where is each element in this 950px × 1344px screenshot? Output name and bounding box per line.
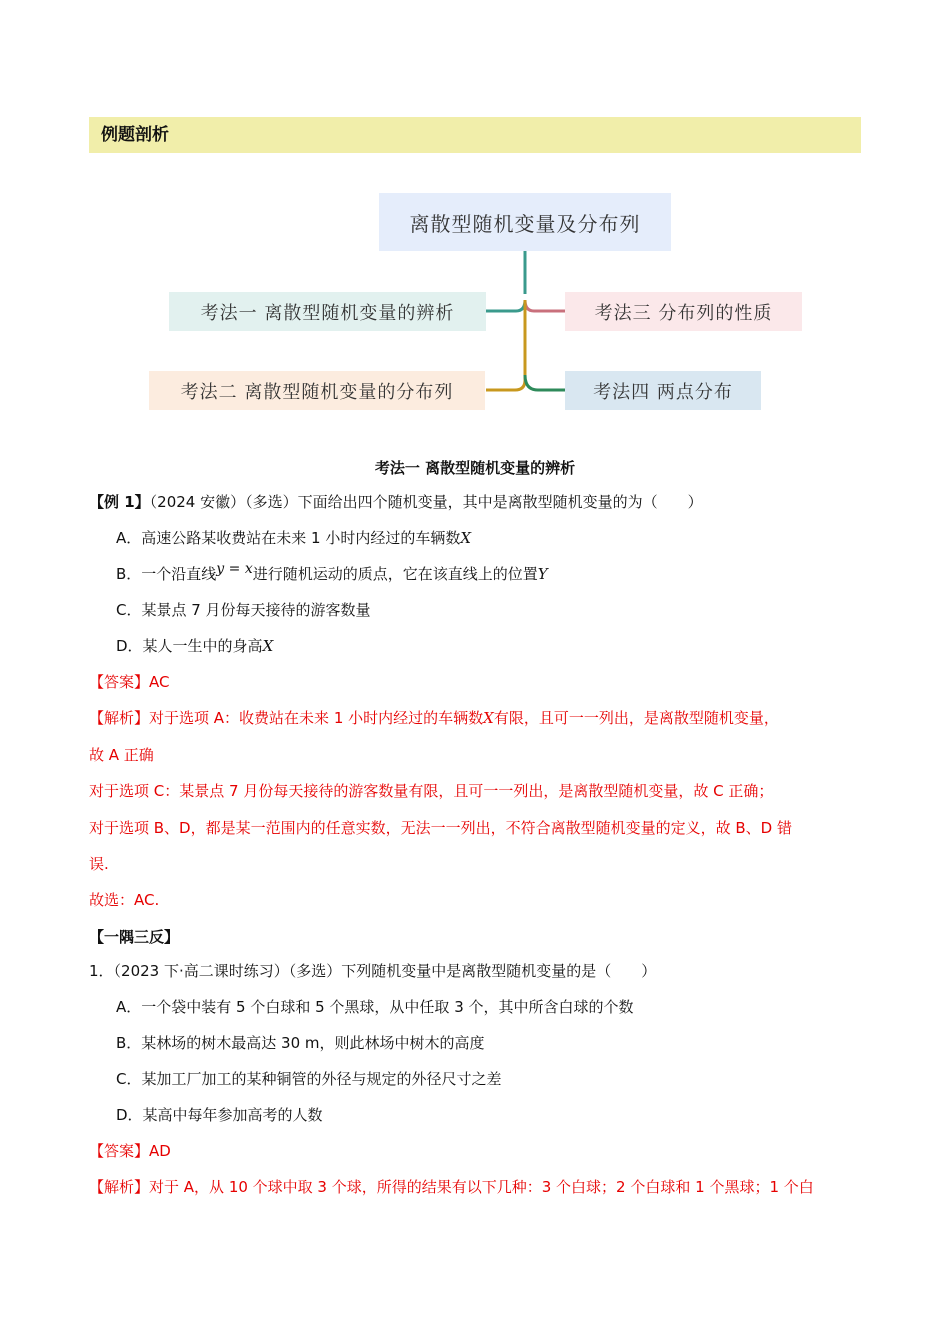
analysis-text: 对于选项 A：收费站在未来 1 小时内经过的车辆数: [149, 709, 484, 727]
practice-option-c: C．某加工厂加工的某种铜管的外径与规定的外径尺寸之差: [116, 1070, 502, 1088]
example1-answer: [89, 672, 170, 692]
analysis-text: 对于 A，从 10 个球中取 3 个球，所得的结果有以下几种：3 个白球；2 个白球和 1 个黑球；1 个白: [149, 1178, 814, 1196]
example1-tag: 【例 1】: [89, 493, 150, 511]
example1-analysis-line3: 对于选项 C：某景点 7 月份每天接待的游客数量有限，且可一一列出，是离散型随机变量，故 C 正确；: [89, 782, 774, 800]
mindmap-root-node: 离散型随机变量及分布列: [379, 193, 671, 251]
example1-conclusion: 故选：AC.: [89, 891, 160, 909]
example1-analysis-line5: 误.: [89, 855, 109, 873]
answer-value: AC: [149, 673, 170, 691]
option-b-math: y = x: [216, 561, 253, 577]
example1-analysis-line1: [89, 708, 779, 728]
practice-question1: 1．（2023 下·高二课时练习）（多选）下列随机变量中是离散型随机变量的是（ ）: [89, 962, 657, 980]
connector-method2: [486, 300, 525, 390]
option-b-text: B．一个沿直线: [116, 565, 217, 583]
method1-heading: 考法一 离散型随机变量的辨析: [374, 459, 576, 477]
connector-method1: [486, 300, 525, 311]
answer-tag: 【答案】: [89, 673, 150, 691]
practice-option-a: A．一个袋中装有 5 个白球和 5 个黑球，从中任取 3 个，其中所含白球的个数: [116, 998, 634, 1016]
example1-option-d: [116, 636, 273, 656]
option-b-var: Y: [537, 565, 548, 583]
practice-option-d: D．某高中每年参加高考的人数: [116, 1106, 323, 1124]
analysis-text-post: 有限，且可一一列出，是离散型随机变量，: [493, 709, 779, 727]
option-b-text-mid: 进行随机运动的质点，它在该直线上的位置: [252, 565, 538, 583]
option-d-var: X: [262, 637, 274, 655]
mindmap-method1-node: 考法一 离散型随机变量的辨析: [169, 292, 486, 331]
practice-analysis-line1: [89, 1177, 814, 1197]
connector-method4: [525, 375, 565, 390]
answer-tag: 【答案】: [89, 1142, 150, 1160]
example1-option-b: [116, 561, 548, 585]
example1-analysis-line2: 故 A 正确: [89, 746, 154, 764]
option-a-text: A．高速公路某收费站在未来 1 小时内经过的车辆数: [116, 529, 461, 547]
option-a-var: X: [460, 529, 472, 547]
example1-source: （2024 安徽）（多选）下面给出四个随机变量，其中是离散型随机变量的为（ ）: [149, 493, 703, 511]
example1-option-a: [116, 528, 471, 548]
practice-answer: [89, 1141, 171, 1161]
analysis-tag: 【解析】: [89, 1178, 150, 1196]
practice-option-b: B．某林场的树木最高达 30 m，则此林场中树木的高度: [116, 1034, 485, 1052]
mindmap-method4-node: 考法四 两点分布: [565, 371, 761, 410]
answer-value: AD: [149, 1142, 171, 1160]
example1-question: [89, 492, 703, 512]
practice-tag: 【一隅三反】: [89, 928, 180, 946]
option-d-text: D．某人一生中的身高: [116, 637, 263, 655]
mindmap-method3-node: 考法三 分布列的性质: [565, 292, 802, 331]
section-title-bar: [89, 117, 861, 153]
section-title: 例题剖析: [101, 125, 169, 145]
analysis-var: X: [483, 709, 494, 727]
connector-method3: [525, 300, 565, 311]
example1-option-c: C．某景点 7 月份每天接待的游客数量: [116, 601, 371, 619]
mindmap-method2-node: 考法二 离散型随机变量的分布列: [149, 371, 485, 410]
analysis-tag: 【解析】: [89, 709, 150, 727]
example1-analysis-line4: 对于选项 B、D，都是某一范围内的任意实数，无法一一列出，不符合离散型随机变量的定义，故 B、D 错: [89, 819, 792, 837]
